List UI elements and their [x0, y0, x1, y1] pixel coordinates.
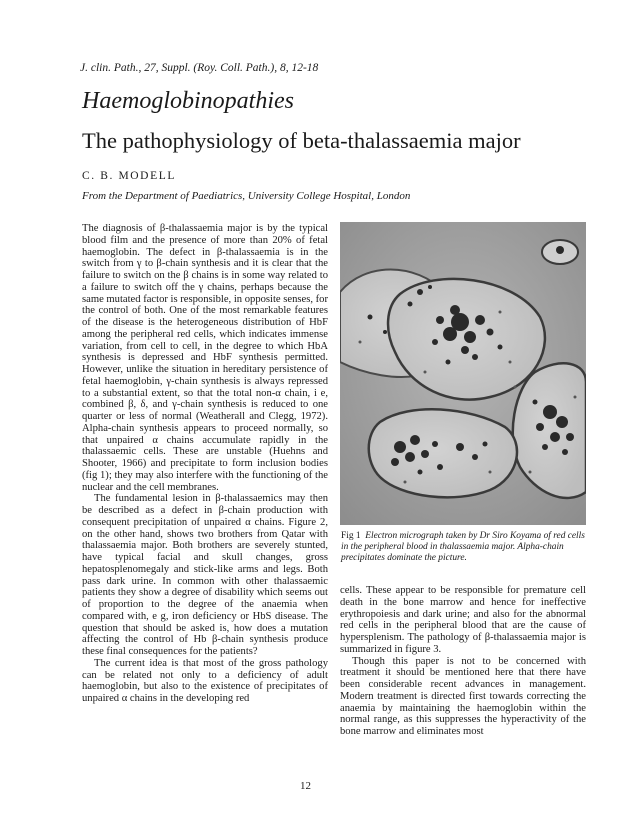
page-number: 12 [300, 780, 311, 792]
figure-caption-text: Electron micrograph taken by Dr Siro Koyama of red cells in the peripheral blood in thalassaemia major. Alpha-chain precipitates dominate the picture. [341, 531, 585, 563]
figure-caption [341, 531, 587, 564]
paragraph: The current idea is that most of the gross pathology can be related not only to a deficiency of adult haemoglobin, but also to the existence of precipitates of unpaired α chains in the developing red [82, 657, 328, 704]
figure-label: Fig 1 [341, 531, 361, 541]
author-affiliation: From the Department of Paediatrics, University College Hospital, London [82, 190, 411, 202]
electron-micrograph-figure [340, 222, 586, 525]
paragraph: The diagnosis of β-thalassaemia major is by the typical blood film and the presence of more than 20% of fetal haemoglobin. The defect in β-thalassaemia is in the switch from γ to β-chain synthesis and it is clear that the failure to switch on the β chains is in some way related to a failure to switch off the γ chains, perhaps because the same mutated factor is responsible, in opposite senses, for the control of both. One of the most remarkable features of the disease is the heterogeneous distribution of HbF among the peripheral red cells, which indicates immense variation, from cell to cell, in the degree to which HbA synthesis is depressed and HbF synthesis permitted. However, unlike the situation in hereditary persistence of fetal haemoglobin, γ-chain synthesis is always repressed to a substantial extent, so that the total non-α chain, i e, combined β, δ, and γ-chain synthesis is reduced to one quarter or less of normal (Weatherall and Clegg, 1972). Alpha-chain synthesis appears to proceed normally, so that unpaired α chains accumulate rapidly in the thalassaemic cells. These are unstable (Huehns and Shooter, 1966) and precipitate to form inclusion bodies (fig 1); they may also interfere with the functioning of the nuclear and the cell membranes. [82, 223, 328, 493]
right-column [340, 585, 586, 738]
series-title: Haemoglobinopathies [82, 88, 294, 114]
paragraph: The fundamental lesion in β-thalassaemics may then be described as a defect in β-chain production with consequent precipitation of unpaired α chains. Figure 2, on the other hand, shows two brothers from Qatar with thalassaemia major. Both brothers are severely stunted, have typical facial and skull changes, gross hepatosplenomegaly and stick-like arms and legs. Both pass dark urine. In common with other thalassaemic patients they show a degree of disability which seems out of proportion to the degree of the anaemia when compared with, e g, iron deficiency or HbS disease. The question that should be asked is, how does a mutation affecting the control of Hb β-chain synthesis produce these final consequences for the patients? [82, 493, 328, 657]
author-name: C. B. MODELL [82, 170, 176, 182]
micrograph-image [340, 222, 586, 525]
paragraph: Though this paper is not to be concerned with treatment it should be mentioned here that there have been considerable recent advances in management. Modern treatment is directed first towards correcting the anaemia by maintaining the haemoglobin within the normal range, as this suppresses the hyperactivity of the bone marrow and eliminates most [340, 655, 586, 737]
article-title: The pathophysiology of beta-thalassaemia major [82, 128, 521, 153]
red-cell [369, 409, 517, 497]
paragraph: cells. These appear to be responsible for premature cell death in the bone marrow and hence for ineffective erythropoiesis and dark urine; and also for the abnormal red cells in the peripheral blood that are the cause of hypersplenism. The pathology of β-thalassaemia major is summarized in figure 3. [340, 585, 586, 655]
journal-citation: J. clin. Path., 27, Suppl. (Roy. Coll. Path.), 8, 12-18 [80, 62, 319, 74]
left-column [82, 223, 328, 705]
